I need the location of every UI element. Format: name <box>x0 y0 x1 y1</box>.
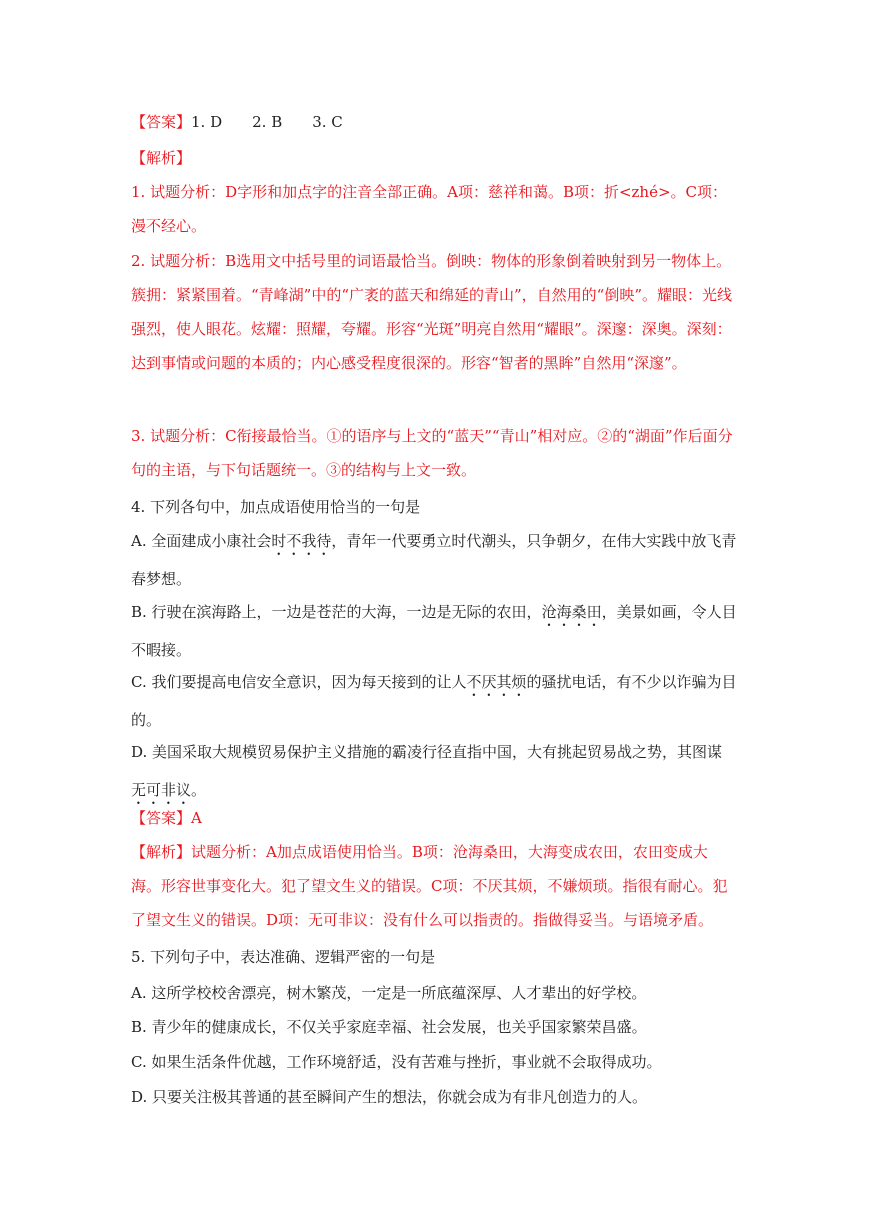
answer-text: 1. D 2. B 3. C <box>191 113 343 131</box>
answer-line-1-3 <box>131 105 737 139</box>
q5-option-c: C. 如果生活条件优越，工作环境舒适，没有苦难与挫折，事业就不会取得成功。 <box>131 1053 662 1071</box>
q4-option-c-pre: C. 我们要提高电信安全意识，因为每天接到的让人 <box>131 673 467 691</box>
q4-option-c <box>131 663 737 739</box>
q5-option-d: D. 只要关注极其普通的甚至瞬间产生的想法，你就会成为有非凡创造力的人。 <box>131 1088 648 1106</box>
q4-option-d-post: 。 <box>191 781 207 799</box>
q4-option-b-idiom: 沧海桑田 <box>541 603 602 621</box>
analysis-q3: 3. 试题分析：C衔接最恰当。①的语序与上文的“蓝天”“青山”相对应。②的“湖面”作后面分句的主语，与下句话题统一。③的结构与上文一致。 <box>131 427 733 479</box>
q4-answer <box>131 801 737 835</box>
q5-stem: 5. 下列句子中，表达准确、逻辑严密的一句是 <box>131 948 436 966</box>
q4-analysis-text: 试题分析：A加点成语使用恰当。B项：沧海桑田，大海变成农田，农田变成大海。形容世事变化大。犯了望文生义的错误。C项：不厌其烦，不嫌烦琐。指很有耐心。犯了望文生义的错误。D项：无可非议：没有什么可以指责的。指做得妥当。与语境矛盾。 <box>131 843 728 929</box>
analysis-q2: 2. 试题分析：B选用文中括号里的词语最恰当。倒映：物体的形象倒着映射到另一物体上。簇拥：紧紧围着。“青峰湖”中的“广袤的蓝天和绵延的青山”，自然用的“倒映”。耀眼：光线强烈，使人眼花。炫耀：照耀，夸耀。形容“光斑”明亮自然用“耀眼”。深邃：深奥。深刻：达到事情或问题的本质的；内心感受程度很深的。形容“智者的黑眸”自然用“深邃”。 <box>131 252 733 372</box>
q4-option-d-pre: D. 美国采取大规模贸易保护主义措施的霸凌行径直指中国，大有挑起贸易战之势，其图谋 <box>131 743 723 761</box>
q4-option-d <box>131 733 737 809</box>
q4-option-c-idiom: 不厌其烦 <box>466 673 527 691</box>
analysis-q1: 1. 试题分析：D字形和加点字的注音全部正确。A项：慈祥和蔼。B项：折<zhé>。C项：漫不经心。 <box>131 183 728 235</box>
q4-analysis <box>131 835 737 937</box>
q4-answer-text: A <box>191 809 202 827</box>
q4-option-a-pre: A. 全面建成小康社会 <box>131 532 272 550</box>
q4-option-a-post: ，青年一代要勇立时代潮头，只争朝夕，在伟大实践中放飞青春梦想。 <box>131 532 737 588</box>
q4-option-a-idiom: 时不我待 <box>271 532 332 550</box>
q4-analysis-label: 【解析】 <box>131 843 192 861</box>
q5-option-a: A. 这所学校校舍漂亮，树木繁茂，一定是一所底蕴深厚、人才辈出的好学校。 <box>131 984 647 1002</box>
q4-option-b-pre: B. 行驶在滨海路上，一边是苍茫的大海，一边是无际的农田， <box>131 603 542 621</box>
q4-stem: 4. 下列各句中，加点成语使用恰当的一句是 <box>131 498 421 516</box>
q4-option-b <box>131 593 737 669</box>
q4-option-b-post: ，美景如画，令人目不暇接。 <box>131 603 737 659</box>
analysis-label: 【解析】 <box>131 149 192 167</box>
q4-option-d-idiom: 无可非议 <box>131 781 192 799</box>
q4-option-a <box>131 522 737 598</box>
answer-label: 【答案】 <box>131 113 192 131</box>
q4-answer-label: 【答案】 <box>131 809 192 827</box>
q4-option-c-post: 的骚扰电话，有不少以诈骗为目的。 <box>131 673 737 729</box>
q5-option-b: B. 青少年的健康成长，不仅关乎家庭幸福、社会发展，也关乎国家繁荣昌盛。 <box>131 1018 647 1036</box>
